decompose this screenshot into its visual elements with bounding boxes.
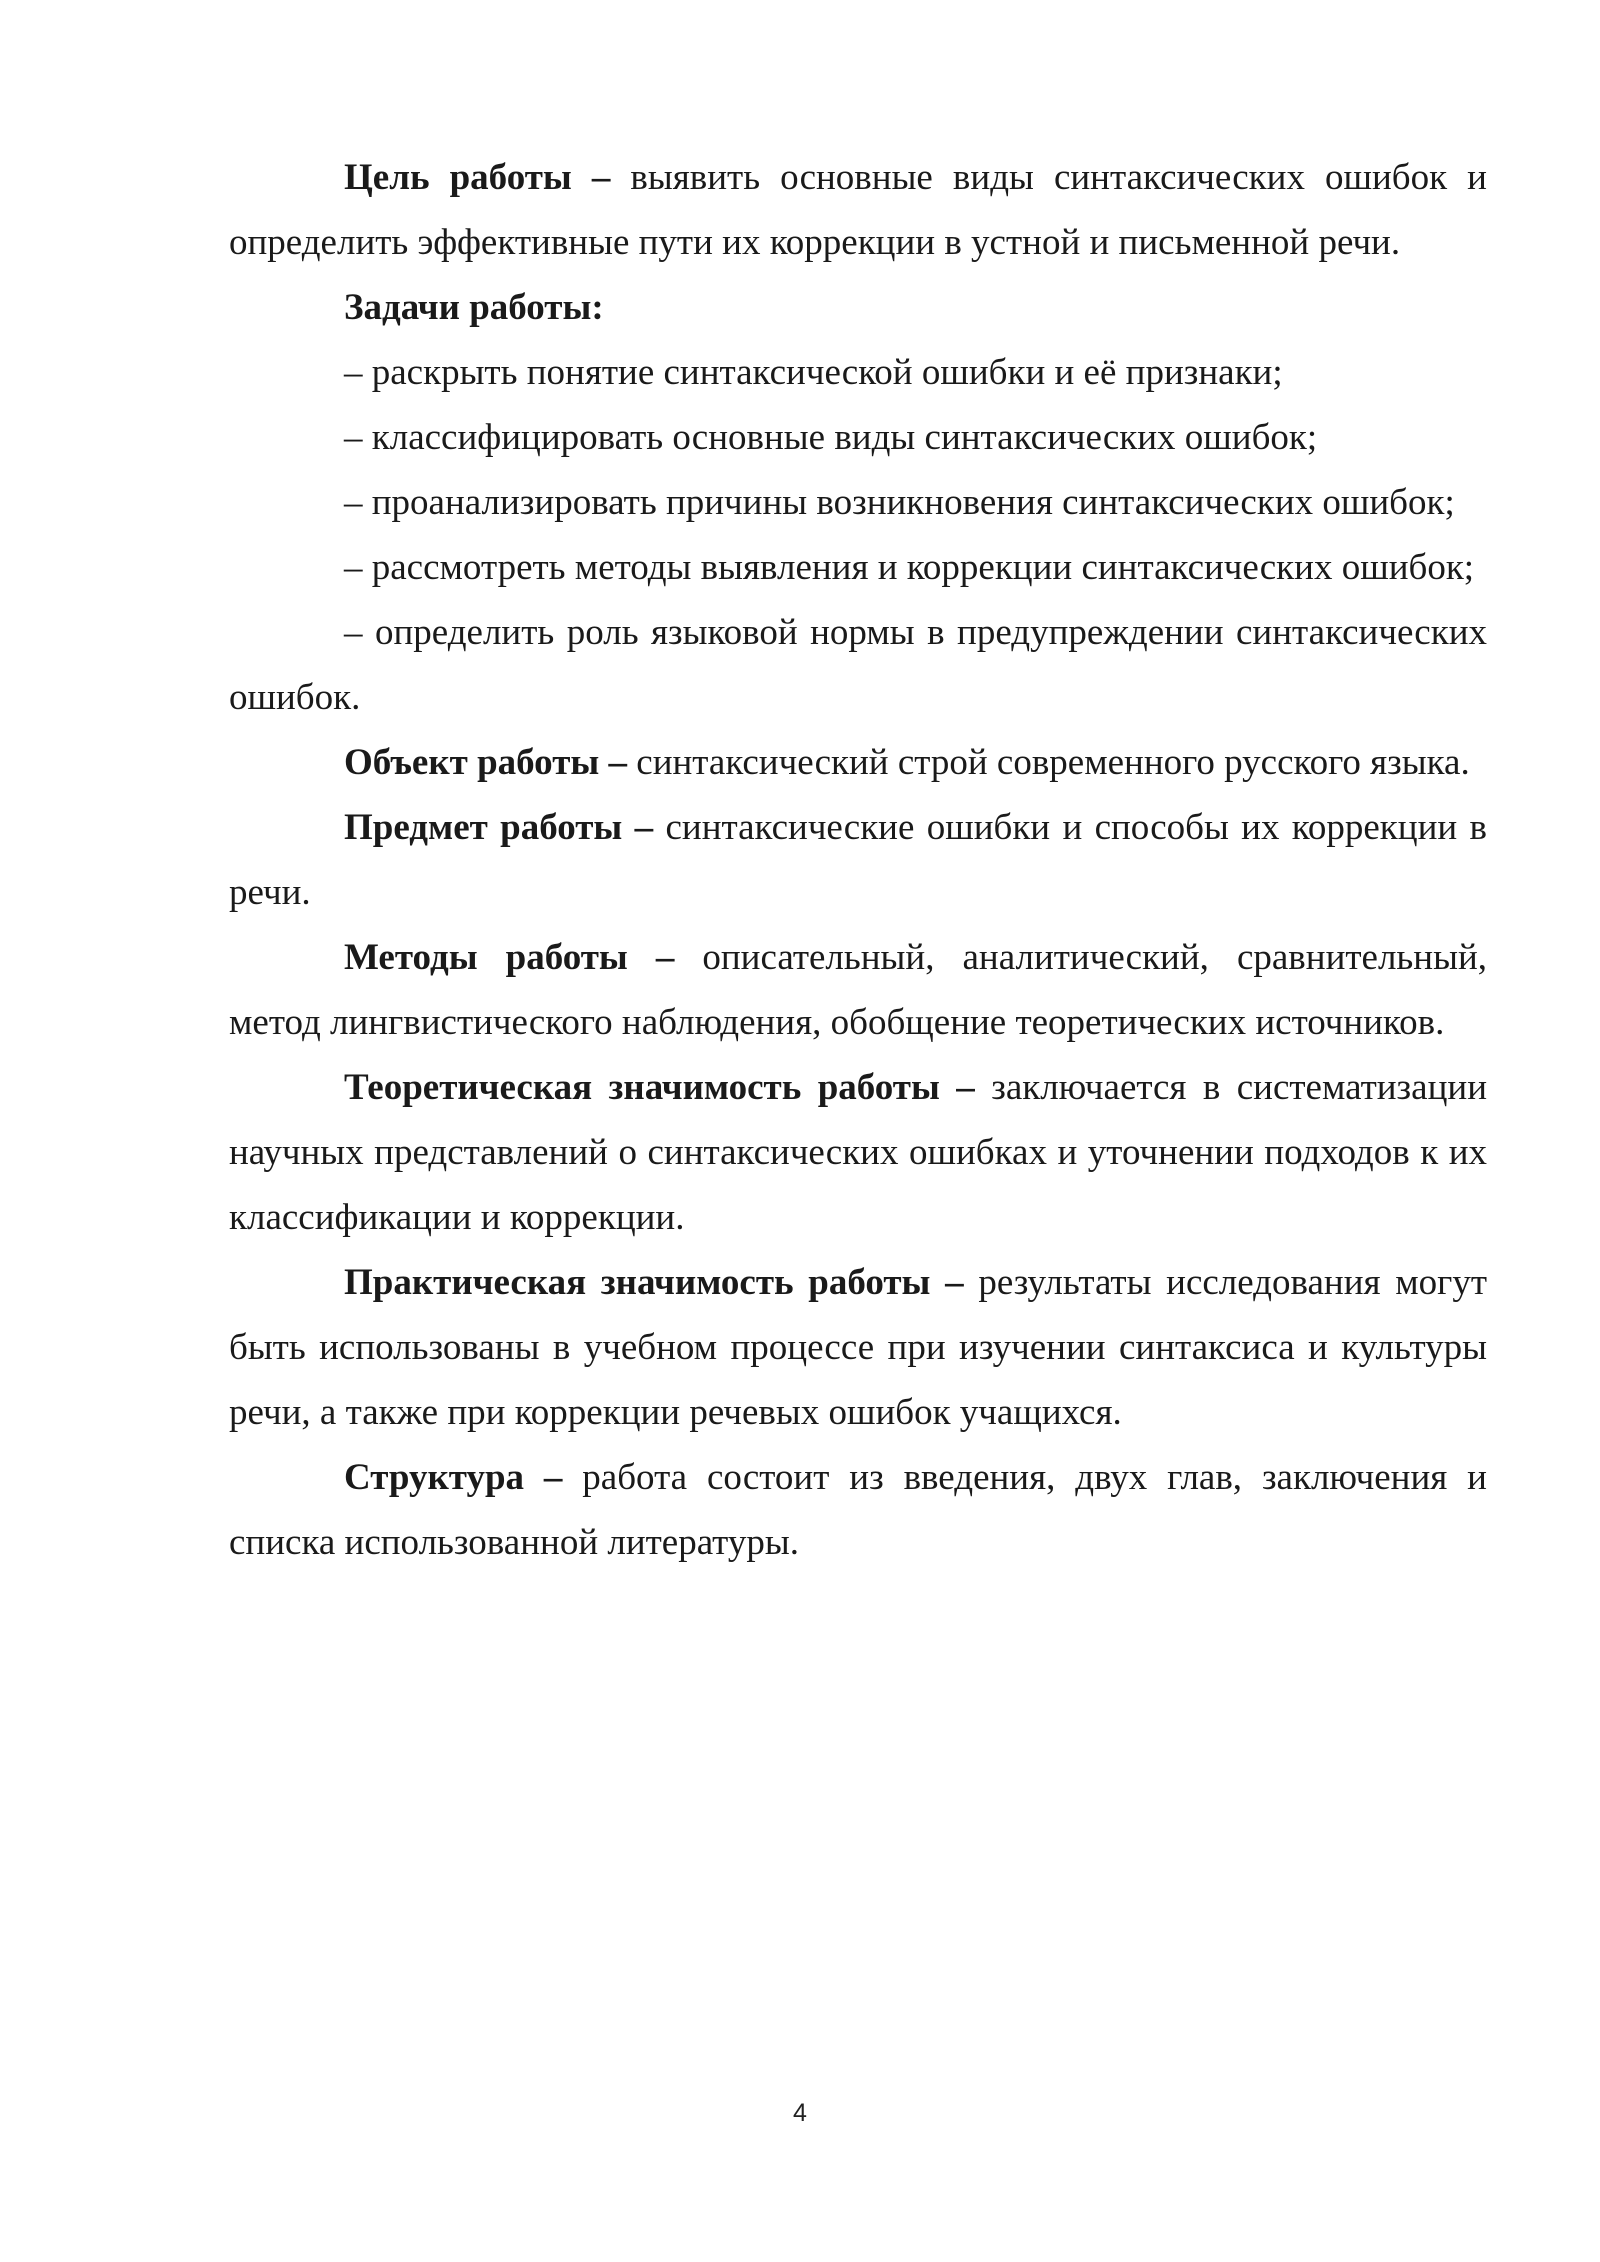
subject-label: Предмет работы –: [344, 807, 654, 848]
goal-paragraph: [229, 145, 1487, 275]
goal-label: Цель работы –: [344, 157, 611, 198]
methods-paragraph: [229, 925, 1487, 1055]
methods-text: описательный, аналитический, сравнительный, метод лингвистического наблюдения, обобщение теоретических источников.: [229, 937, 1488, 1043]
tasks-label: Задачи работы:: [344, 287, 604, 328]
goal-text: выявить основные виды синтаксических ошибок и определить эффективные пути их коррекции в устной и письменной речи.: [229, 157, 1487, 263]
page-number: 4: [793, 2099, 807, 2127]
task-item: – рассмотреть методы выявления и коррекции синтаксических ошибок;: [344, 547, 1475, 588]
structure-label: Структура –: [344, 1457, 563, 1498]
practical-significance-paragraph: [229, 1250, 1487, 1445]
theoretical-significance-label: Теоретическая значимость работы –: [344, 1067, 975, 1108]
structure-text: работа состоит из введения, двух глав, заключения и списка использованной литературы.: [229, 1457, 1487, 1563]
tasks-heading: [229, 275, 1487, 340]
practical-significance-text: результаты исследования могут быть использованы в учебном процессе при изучении синтаксиса и культуры речи, а также при коррекции речевых ошибок учащихся.: [229, 1262, 1487, 1433]
task-item: – классифицировать основные виды синтаксических ошибок;: [344, 417, 1318, 458]
methods-label: Методы работы –: [344, 937, 675, 978]
subject-paragraph: [229, 795, 1487, 925]
object-label: Объект работы –: [344, 742, 628, 783]
theoretical-significance-text: заключается в систематизации научных представлений о синтаксических ошибках и уточнении подходов к их классификации и коррекции.: [229, 1067, 1487, 1238]
structure-paragraph: [229, 1445, 1487, 1575]
subject-text: синтаксические ошибки и способы их коррекции в речи.: [229, 807, 1487, 913]
task-item: – определить роль языковой нормы в предупреждении синтаксических ошибок.: [229, 612, 1487, 718]
object-paragraph: [229, 730, 1487, 795]
theoretical-significance-paragraph: [229, 1055, 1487, 1250]
document-body: [229, 145, 1487, 1575]
object-text: синтаксический строй современного русского языка.: [627, 742, 1470, 783]
task-item: – раскрыть понятие синтаксической ошибки и её признаки;: [344, 352, 1283, 393]
practical-significance-label: Практическая значимость работы –: [344, 1262, 964, 1303]
task-item: – проанализировать причины возникновения синтаксических ошибок;: [344, 482, 1455, 523]
